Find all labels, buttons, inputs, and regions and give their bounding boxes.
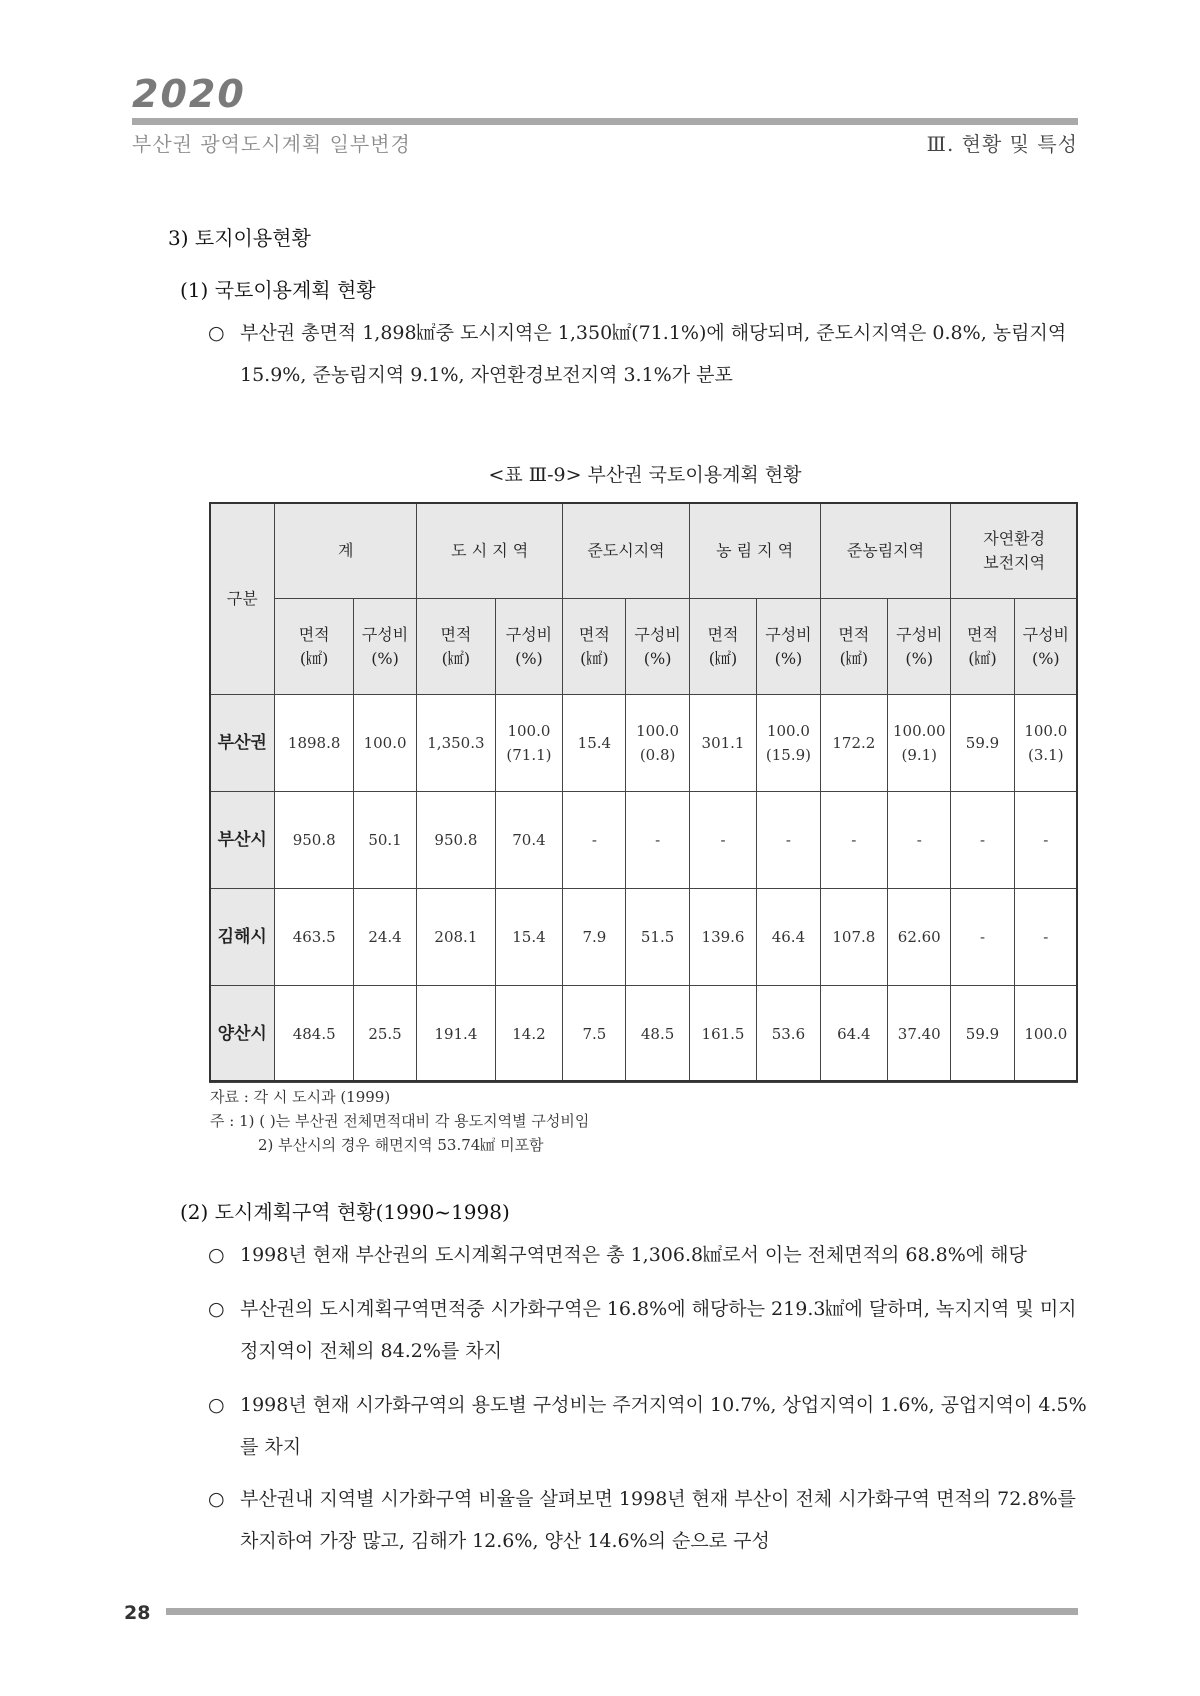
document-title: 부산권 광역도시계획 일부변경 [132, 132, 411, 156]
table-cell: 950.8 [417, 792, 496, 889]
table-subheader-ratio: 구성비 (%) [757, 599, 820, 695]
table-subheader-area: 면적 (㎢) [563, 599, 626, 695]
subsection-heading-1: (1) 국토이용계획 현황 [180, 278, 376, 302]
header-rule [132, 118, 1078, 125]
table-subheader-ratio: 구성비 (%) [626, 599, 689, 695]
table-group-header: 계 [275, 503, 417, 599]
table-cell: 51.5 [626, 889, 689, 986]
table-cell: 25.5 [353, 986, 416, 1083]
bullet-icon: ○ [208, 1244, 225, 1266]
land-use-table [209, 502, 1078, 1083]
table-cell: - [951, 792, 1014, 889]
table-cell: - [689, 792, 757, 889]
bullet-icon: ○ [208, 1298, 225, 1320]
table-cell: 100.0 [1014, 986, 1077, 1083]
chapter-title: Ⅲ. 현황 및 특성 [926, 132, 1078, 156]
table-group-header: 준농림지역 [820, 503, 951, 599]
table-cell: 172.2 [820, 695, 888, 792]
table-subheader-ratio: 구성비 (%) [495, 599, 563, 695]
footer-rule [166, 1608, 1078, 1615]
bullet-icon: ○ [208, 1394, 225, 1416]
table-subheader-ratio: 구성비 (%) [353, 599, 416, 695]
paragraph-text: 부산권내 지역별 시가화구역 비율을 살펴보면 1998년 현재 부산이 전체 시가화구역 면적의 72.8%를 차지하여 가장 많고, 김해가 12.6%, 양산 14.6%의 순으로 구성 [240, 1488, 1076, 1552]
paragraph-text: 1998년 현재 시가화구역의 용도별 구성비는 주거지역이 10.7%, 상업지역이 1.6%, 공업지역이 4.5%를 차지 [240, 1394, 1087, 1458]
page-number: 28 [124, 1602, 151, 1624]
table-cell: 301.1 [689, 695, 757, 792]
table-row [210, 889, 1078, 986]
table-cell: 24.4 [353, 889, 416, 986]
table-cell: 161.5 [689, 986, 757, 1083]
table-subheader-area: 면적 (㎢) [275, 599, 354, 695]
table-cell: 37.40 [888, 986, 951, 1083]
paragraph-text: 부산권의 도시계획구역면적중 시가화구역은 16.8%에 해당하는 219.3㎢에 달하며, 녹지지역 및 미지정지역이 전체의 84.2%를 차지 [240, 1298, 1077, 1362]
paragraph-text: 1998년 현재 부산권의 도시계획구역면적은 총 1,306.8㎢로서 이는 전체면적의 68.8%에 해당 [240, 1244, 1027, 1266]
table-cell: - [757, 792, 820, 889]
table-header-gubun: 구분 [210, 503, 275, 695]
table-cell: 1898.8 [275, 695, 354, 792]
table-note-2: 2) 부산시의 경우 해면지역 53.74㎢ 미포함 [258, 1136, 544, 1154]
table-cell: 62.60 [888, 889, 951, 986]
table-cell: 191.4 [417, 986, 496, 1083]
table-row [210, 695, 1078, 792]
table-cell: 64.4 [820, 986, 888, 1083]
table-cell: 100.00 (9.1) [888, 695, 951, 792]
table-cell: 59.9 [951, 695, 1014, 792]
table-row [210, 986, 1078, 1083]
table-cell: 59.9 [951, 986, 1014, 1083]
table-cell: - [1014, 792, 1077, 889]
table-cell: 100.0 (15.9) [757, 695, 820, 792]
table-cell: 48.5 [626, 986, 689, 1083]
table-subheader-area: 면적 (㎢) [820, 599, 888, 695]
table-cell: 463.5 [275, 889, 354, 986]
table-cell: 100.0 (0.8) [626, 695, 689, 792]
table-cell: - [1014, 889, 1077, 986]
table-row-label: 부산권 [210, 695, 275, 792]
paragraph-text: 부산권 총면적 1,898㎢중 도시지역은 1,350㎢(71.1%)에 해당되며, 준도시지역은 0.8%, 농림지역 15.9%, 준농림지역 9.1%, 자연환경보전지역 3.1%가 분포 [240, 322, 1067, 386]
table-subheader-area: 면적 (㎢) [417, 599, 496, 695]
subsection-heading-2: (2) 도시계획구역 현황(1990~1998) [180, 1200, 510, 1224]
table-group-header: 농 림 지 역 [689, 503, 820, 599]
section-heading: 3) 토지이용현황 [168, 226, 311, 250]
table-subheader-ratio: 구성비 (%) [888, 599, 951, 695]
table-subheader-area: 면적 (㎢) [951, 599, 1014, 695]
table-cell: 107.8 [820, 889, 888, 986]
table-subheader-area: 면적 (㎢) [689, 599, 757, 695]
table-cell: 484.5 [275, 986, 354, 1083]
table-row [210, 792, 1078, 889]
table-cell: 1,350.3 [417, 695, 496, 792]
table-cell: 50.1 [353, 792, 416, 889]
bullet-icon: ○ [208, 322, 225, 344]
table-cell: 15.4 [495, 889, 563, 986]
paragraph-bullet [208, 1384, 1088, 1468]
table-cell: 100.0 (3.1) [1014, 695, 1077, 792]
table-group-header: 도 시 지 역 [417, 503, 563, 599]
table-cell: - [626, 792, 689, 889]
table-cell: - [951, 889, 1014, 986]
table-note-1: 주 : 1) ( )는 부산권 전체면적대비 각 용도지역별 구성비임 [210, 1112, 590, 1130]
paragraph-bullet [208, 1234, 1088, 1276]
table-cell: 46.4 [757, 889, 820, 986]
paragraph-bullet [208, 1288, 1088, 1372]
table-cell: 53.6 [757, 986, 820, 1083]
table-caption: <표 Ⅲ-9> 부산권 국토이용계획 현황 [488, 464, 802, 486]
table-group-header: 준도시지역 [563, 503, 689, 599]
paragraph-bullet [208, 312, 1088, 396]
table-cell: 208.1 [417, 889, 496, 986]
table-cell: 14.2 [495, 986, 563, 1083]
table-source: 자료 : 각 시 도시과 (1999) [210, 1088, 391, 1106]
table-row-label: 양산시 [210, 986, 275, 1083]
table-group-header: 자연환경 보전지역 [951, 503, 1078, 599]
table-cell: 7.5 [563, 986, 626, 1083]
table-cell: 950.8 [275, 792, 354, 889]
paragraph-bullet [208, 1478, 1088, 1562]
table-cell: - [563, 792, 626, 889]
table-row-label: 부산시 [210, 792, 275, 889]
table-subheader-ratio: 구성비 (%) [1014, 599, 1077, 695]
table-cell: 70.4 [495, 792, 563, 889]
table-cell: - [888, 792, 951, 889]
table-cell: 15.4 [563, 695, 626, 792]
table-cell: 139.6 [689, 889, 757, 986]
header-year: 2020 [132, 72, 246, 116]
table-cell: - [820, 792, 888, 889]
table-row-label: 김해시 [210, 889, 275, 986]
bullet-icon: ○ [208, 1488, 225, 1510]
table-cell: 100.0 [353, 695, 416, 792]
table-cell: 7.9 [563, 889, 626, 986]
table-cell: 100.0 (71.1) [495, 695, 563, 792]
table-subheader-row [210, 599, 1078, 695]
